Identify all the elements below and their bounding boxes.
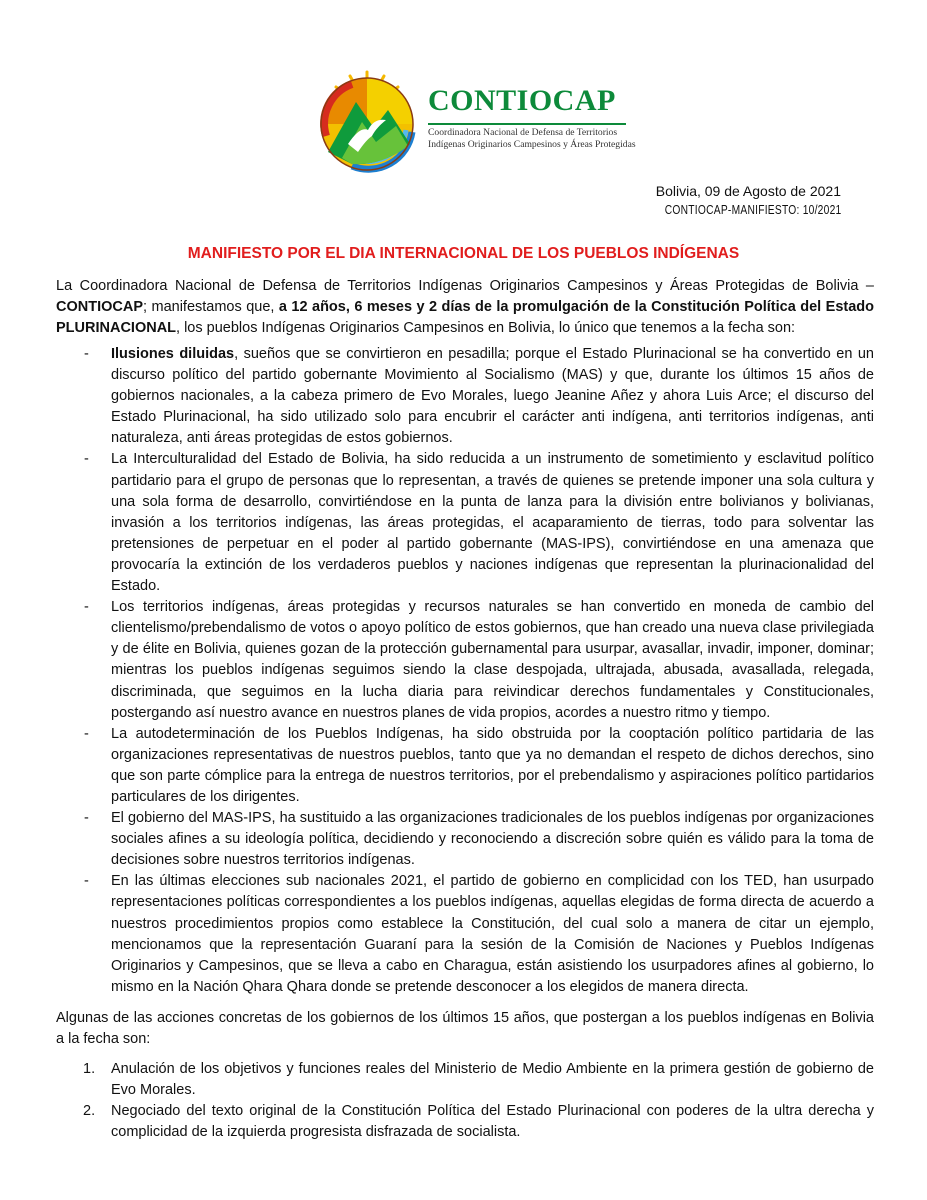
bullet-dash: - (84, 873, 89, 890)
action-text: Negociado del texto original de la Constitución Política del Estado Plurinacional con poderes de la ultra derecha y complicidad de la izquierda progresista disfrazada de socialista. (111, 1103, 874, 1141)
bullet-1-bold: Ilusiones diluidas (111, 346, 235, 362)
bullet-3-text: Los territorios indígenas, áreas protegidas y recursos naturales se han convertido en moneda de cambio del clientelismo/prebendalismo de votos o apoyo político de estos gobiernos, que han creado una nueva clase privilegiada y de élite en Bolivia, quienes gozan de la protección gubernamental para usurpar, avasallar, invadir, imponer, dominar; mientras los pueblos indígenas seguimos siendo la clase despojada, ultrajada, abusada, avasallada, relegada, discriminada, que seguimos en la lucha diaria para reivindicar derechos fundamentales y Constitucionales, postergando así nuestro avance en nuestros planes de vida propios, acordes a nuestro ritmo y tiempo. (111, 599, 874, 721)
document-title: MANIFIESTO POR EL DIA INTERNACIONAL DE LOS PUEBLOS INDÍGENAS (187, 245, 740, 262)
list-item (56, 449, 874, 597)
document-date: Bolivia, 09 de Agosto de 2021 (655, 183, 841, 199)
action-text: Anulación de los objetivos y funciones reales del Ministerio de Medio Ambiente en la primera gestión de gobierno de Evo Morales. (111, 1061, 874, 1099)
list-item (56, 597, 874, 724)
bullet-dash: - (84, 451, 89, 468)
list-item (56, 724, 874, 808)
grievances-list (56, 344, 874, 998)
intro-paragraph (56, 276, 874, 339)
closing-paragraph: Algunas de las acciones concretas de los gobiernos de los últimos 15 años, que postergan a los pueblos indígenas en Bolivia a la fecha son: (56, 1010, 874, 1048)
intro-org-name: CONTIOCAP (56, 299, 143, 316)
bullet-dash: - (84, 599, 89, 616)
bullet-dash: - (84, 346, 89, 362)
intro-part-1: La Coordinadora Nacional de Defensa de Territorios Indígenas Originarios Campesinos y Áreas Protegidas de Bolivia – (56, 278, 874, 294)
action-number: 2. (83, 1103, 96, 1120)
actions-list (56, 1059, 874, 1143)
bullet-1-text: , sueños que se convirtieron en pesadilla; porque el Estado Plurinacional se ha convertido en un discurso político del partido gobernante Movimiento al Socialismo (MAS) y que, durante los últimos 15 años de gobiernos nacionales, a la cabeza primero de Evo Morales, luego Jeanine Añez y ahora Luis Arce; el discurso del Estado Plurinacional, ha sido utilizado solo para encubrir el carácter anti indígena, anti territorios indígenas, anti naturaleza, anti áreas protegidas de estos gobiernos. (111, 346, 874, 447)
brand-subtitle-line-2: Indígenas Originarios Campesinos y Áreas Protegidas (428, 139, 636, 150)
brand-name: CONTIOCAP (428, 84, 616, 117)
intro-part-2: ; manifestamos que, (143, 299, 279, 316)
list-item (56, 871, 874, 998)
list-item (56, 1059, 874, 1101)
bullet-5-text: El gobierno del MAS-IPS, ha sustituido a las organizaciones tradicionales de los pueblos indígenas por organizaciones sociales afines a su ideología política, decidiendo y reconociendo a discreción sobre quién es válido para la toma de decisiones sobre nuestros territorios indígenas. (111, 810, 874, 869)
list-item (56, 808, 874, 871)
list-item (56, 344, 874, 449)
date-reference-block (626, 181, 841, 219)
brand-divider (428, 123, 626, 125)
document-reference: CONTIOCAP-MANIFIESTO: 10/2021 (664, 203, 841, 217)
bullet-2-text: La Interculturalidad del Estado de Bolivia, ha sido reducida a un instrumento de sometimiento y esclavitud político partidario para el grupo de personas que lo representan, a través de quienes se pretende imponer una sola cultura y una sola forma de desarrollo, convirtiéndose en la punta de lanza para la división entre bolivianos y bolivianas, invasión a los territorios indígenas, las áreas protegidas, el acaparamiento de tierras, todo para solventar las pretensiones de perpetuar en el poder al partido gobernante (MAS-IPS), convirtiéndose en una amenaza que provocaría la extinción de los verdaderos pueblos y naciones indígenas que representan la plurinacionalidad del Estado. (111, 451, 874, 595)
brand-subtitle-line-1: Coordinadora Nacional de Defensa de Territorios (428, 127, 618, 138)
bullet-dash: - (84, 810, 89, 827)
brand-subtitle (428, 127, 636, 151)
bullet-4-text: La autodeterminación de los Pueblos Indígenas, ha sido obstruida por la cooptación político partidaria de las organizaciones representativas de nuestros pueblos, tanto que ya no demandan el respeto de dichos derechos, sino que son parte cómplice para la entrega de nuestros territorios, por el prebendalismo y aspiraciones político partidarios particulares de los dirigentes. (111, 725, 874, 805)
action-number: 1. (83, 1061, 96, 1077)
list-item (56, 1101, 874, 1143)
header-logo (312, 66, 636, 176)
intro-part-3: , los pueblos Indígenas Originarios Campesinos en Bolivia, lo único que tenemos a la fecha son: (176, 320, 796, 337)
bullet-6-text: En las últimas elecciones sub nacionales 2021, el partido de gobierno en complicidad con los TED, han usurpado representaciones políticas correspondientes a los pueblos indígenas, aquellas elegidas de forma directa de acuerdo a nuestros procedimientos propios como establece la Constitución, del cual solo a manera de citar un ejemplo, mencionamos que la representación Guaraní para la sesión de la Comisión de Naciones y Pueblos Indígenas Originarios y Campesinos, que se lleva a cabo en Charagua, están asistiendo los usurpadores afines al gobierno, lo mismo en la Nación Qhara Qhara donde se pretende desconocer a los elegidos de manera directa. (111, 873, 874, 995)
contiocap-emblem-icon (312, 66, 422, 176)
bullet-dash: - (84, 725, 89, 742)
intro-bold-statement: a 12 años, 6 meses y 2 días de la promulgación de la Constitución Política del Estado PLURINACIONAL (56, 299, 875, 337)
